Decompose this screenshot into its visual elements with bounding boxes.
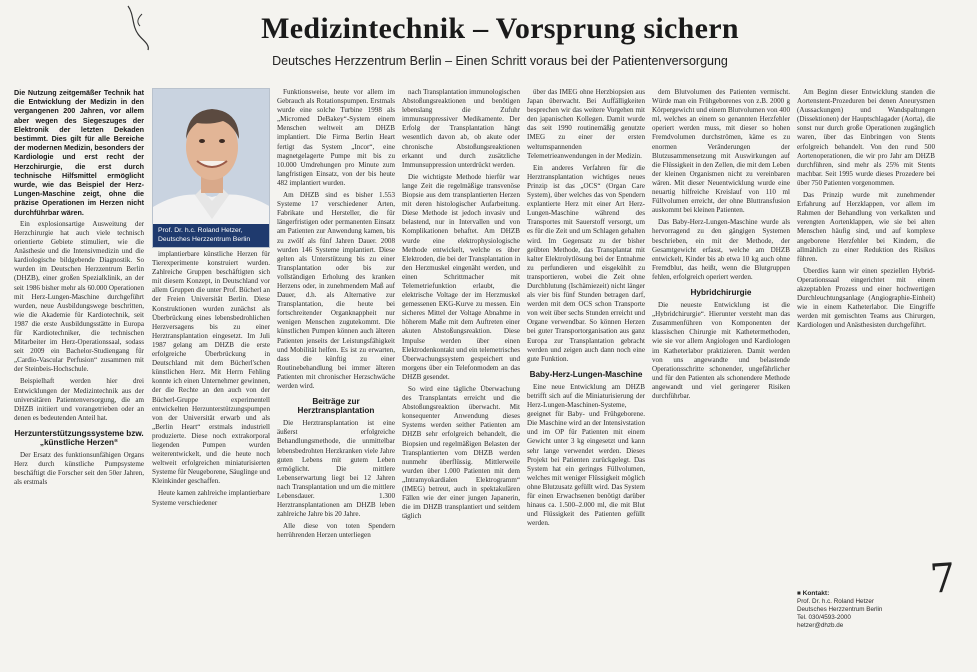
contact-marker-icon: ■ <box>797 590 803 597</box>
body-paragraph: Das Baby-Herz-Lungen-Maschine wurde als hervorragend zu den gängigen Systemen beschrieben, ein mit der Methode, der Gesamtgewicht erfasst, welche am DHZB entwickelt, Kinder bis ab etwa 10 kg auch ohne Fremdblut, das heißt, wenn die Blutgruppen fehlen, erfolgreich operiert werden. <box>652 218 790 281</box>
body-paragraph: Ein anderes Verfahren für die Herztransplantation wichtiges neues Prinzip ist das „OCS“ (Organ Care System), über welches das von Spendern explantierte Herz mit einer Art Herz-Lungen-Maschine während des Transportes mit Sauerstoff versorgt, um es für die Zeit und um Schlagen gehalten wird. Im Gegensatz zu der bisher geübten Methode, das Transplantat mit kalter Elektrolytlösung bei der Entnahme zu perfundieren und eisgekühlt zu transportieren, wobei die Zeit ohne Durchblutung (Ischämiezeit) nicht länger als vier bis fünf Stunden betragen darf, werden mit dem OCS schon Transporte von weit über sechs Stunden erreicht und Organe verwendbar. So können Herzen bei guter Transportorganisation aus ganz Europa zur Transplantation gebracht werden und zeigen auch dann noch eine gute Funktion. <box>527 163 645 363</box>
body-paragraph: Am Beginn dieser Entwicklung standen die Aortenstent-Prozeduren bei denen Aneurysmen (Aussackungen) und Wandspaltungen (Dissektionen) der Hauptschlagader (Aorta), die sonst nur durch große Operationen zugänglich waren, über das Einbringen von Stents erfolgreich behandelt. Von den rund 500 Aortenoperationen, die wir pro Jahr am DHZB durchführen, sind mehr als 25% mit Stents machbar. Seit 1995 wurde dieses Prozedere bei über 750 Patienten vorgenommen. <box>797 88 935 187</box>
body-paragraph: So wird eine tägliche Überwachung des Transplantats erreicht und die Abstoßungsreaktion überwacht. Mit konsequenter Anwendung dieses Systems werden seither Patienten am DHZB sehr erfolgreich behandelt, die Biopsien und regelmäßigen Belasten der Transplantierten vom DHZB werden nunmehr überflüssig. Mittlerweile wurden über 1.000 Patienten mit dem „Intramyokardialen Elektrogramm“ (IMEG) betreut, auch in spektakulären Fällen wie der einer jungen Japanerin, die im DHZB transplantiert und seitdem täglich <box>402 385 520 521</box>
body-paragraph: Beispielhaft werden hier drei Entwicklungen der Medizintechnik aus der universitären Patientenversorgung, die am DHZB initiiert und vorangetrieben oder an denen es bedeutenden Anteil hat. <box>14 377 144 422</box>
column-6 <box>652 88 790 672</box>
contact-line: Tel. 030/4593-2000 <box>797 614 851 621</box>
contact-line: hetzer@dhzb.de <box>797 622 844 629</box>
column-5 <box>527 88 645 672</box>
column-2 <box>152 250 270 672</box>
body-paragraph: Die wichtigste Methode hierfür war lange Zeit die regelmäßige transvenöse Biopsie aus dem transplantierten Herzen mit deren histologischer Aufarbeitung. Diese Methode ist jedoch invasiv und belastend, nur in Intervallen und von Komplikationen behaftet. Am DHZB wurde eine elektrophysiologische Methode entwickelt, welche es über Elektroden, die bei der Transplantation in den Herzmuskel eingenäht werden, und einen Schrittmacher mit Telemetriefunktion erlaubt, die elektrische Voltage der im Herzmuskel gemessenen EKG-Kurve zu messen. Ein sicheres Mittel der Voltage Abnahme in höherem Maße mit dem Auftreten einer akuten Abstoßungsreaktion. Diese Impulse werden über einen Elektrodenkontakt und ein telemetrisches Überwachungssystem gespeichert und morgens über ein Telefonmodem an das DHZB gesendet. <box>402 172 520 381</box>
contact-label: Kontakt: <box>802 590 830 597</box>
headline: Medizintechnik – Vorsprung sichern <box>261 12 739 45</box>
body-paragraph: über das IMEG ohne Herzbiopsien aus Japan überwacht. Bei Auffälligkeiten besprechen wir das weitere Vorgehen mit den japanischen Kollegen. Damit wurde das seit 1990 routinemäßig genutzte IMEG zu einer der ersten weltumspannenden Telemetrieanwendungen in der Medizin. <box>527 88 645 160</box>
body-paragraph: Der Ersatz des funktionsunfähigen Organs Herz durch künstliche Pumpsysteme beschäftigt die Forscher seit den 50er Jahren, als erstmals <box>14 451 144 487</box>
section-heading: Beiträge zur Herztransplantation <box>297 397 375 416</box>
subheadline: Deutsches Herzzentrum Berlin – Einen Schritt voraus bei der Patientenversorgung <box>272 54 728 68</box>
body-paragraph: Alle diese von toten Spendern herrührenden Herzen unterliegen <box>277 522 395 540</box>
body-paragraph: Überdies kann wir einen speziellen Hybrid-Operationssaal eingerichtet mit einem akzeptablen Prozess und einer hochwertigen Durchleuchtungsanlage (Angiographie-Einheit) wie in einem Katheterlabor. Die Eingriffe werden mit gemischten Teams aus Chirurgen, Kardiologen und Anästhesisten durchgeführt. <box>797 266 935 330</box>
body-paragraph: nach Transplantation immunologischen Abstoßungsreaktionen und benötigen lebenslang die Zufuhr immunsuppressiver Medikamente. Der Erfolg der Transplantation hängt wesentlich davon ab, ob akute oder chronische Abstoßungsreaktionen erkannt und durch zusätzliche Immunsuppression unterdrückt werden. <box>402 88 520 169</box>
contact-line: Prof. Dr. h.c. Roland Hetzer <box>797 598 874 605</box>
body-paragraph: dem Blutvolumen des Patienten vermischt. Würde man ein Frühgeborenes von z.B. 2000 g Körpergewicht und einem Blutvolumen von 400 ml, welches an einem so genannten Herzfehler operiert werden muss, mit dieser so hohen Fremdvolumen durchströmen, käme es zu enormen Veränderungen der Blutzusammensetzung mit Auswirkungen auf die Flüssigkeit in den Zellen, die mit dem Leben der kleinen Organismen nicht zu vereinbaren wären. Mit dieser Neuentwicklung wurde eine neuartig hilfreiche Kreislauf von 110 ml Füllvolumen erreicht, der ohne Bluttransfusion auskommt bei kleinen Patienten. <box>652 88 790 215</box>
contact-line: Deutsches Herzzentrum Berlin <box>797 606 883 613</box>
section-heading: Herzunterstützungssysteme bzw. „künstliche Herzen“ <box>14 428 144 447</box>
body-paragraph: Funktionsweise, heute vor allem im Gebrauch als Rotationspumpen. Erstmals wurde eine solche Turbine 1998 als „Micromed DeBakey“-System einem Menschen weltweit am DHZB implantiert. Die Firma Berlin Heart fertigt das System „Incor“, eine magnetgelagerte Pumpe mit bis zu 10.000 Umdrehungen pro Minute zum langfristigen Einsatz, von der bis heute 482 implantiert wurden. <box>277 88 395 187</box>
column-4 <box>402 88 520 672</box>
section-heading: Hybridchirurgie <box>690 287 752 297</box>
photo-caption: Prof. Dr. h.c. Roland Hetzer, Deutsches Herzzentrum Berlin <box>153 224 269 247</box>
body-paragraph: Eine neue Entwicklung am DHZB betrifft sich auf die Miniaturisierung der Herz-Lungen-Maschinen-Systeme, geeignet für Baby- und Frühgeborene. Die Maschine wird an der Intensivstation und im OP für Patienten mit einem Gewicht unter 3 kg eingesetzt und kann sehr lange verwendet werden. Dieses Projekt bei Patienten zurückgelegt. Das System hat ein geringes Füllvolumen, welches mit weniger Flüssigkeit möglich ohne Blutzusatz gefüllt wird. Das System für einen Erwachsenen benötigt darüber hinaus ca. 1.500–2.000 ml, die mit Blut und Flüssigkeit des Patienten gefüllt werden. <box>527 382 645 528</box>
intro-paragraph: Die Nutzung zeitgemäßer Technik hat die Entwicklung der Medizin in den vergangenen 200 Jahren, vor allem aber wegen des Siegeszuges der Elektronik der letzten Dekaden bestimmt. Dies gilt für alle Bereiche der modernen Medizin, besonders der Kardiologie und erst recht der Herzchirurgie, die erst durch technische Hilfsmittel ermöglicht wurde, wie das Beispiel der Herz-Lungen-Maschine zeigt, ohne die präzise Operationen im Herzen nicht durchführbar wären. <box>14 88 144 217</box>
body-paragraph: Ein explosionsartige Ausweitung der Herzchirurgie hat auch viele technisch orientierte Gebiete stimuliert, wie die Anästhesie und die Intensivmedizin und die kardiologische bildgebende Diagnostik. So wurden im Deutschen Herzzentrum Berlin (DHZB), einer großen Spezialklinik, an der seit 1986 bisher mehr als 60.000 Operationen mit Herz-Lungen-Maschine durchgeführt wurden, neue Ausbildungswege beschritten, wie die Akademie für Kardiotechnik, seit 1987 die erste Ausbildungsstätte in Europa für Kardiotechniker, die technischen Mitarbeiter im Herz-Operationssaal, sodass seit 2009 ein Bachelor-Studiengang für „Cardio-Vascular Perfusion“ zusammen mit der Steinbeis-Hochschule. <box>14 219 144 374</box>
section-heading: Baby-Herz-Lungen-Maschine <box>529 369 643 379</box>
column-1 <box>14 88 144 672</box>
handwritten-page-number: 7 <box>928 555 958 603</box>
body-paragraph: Heute kamen zahlreiche implantierbare Systeme verschiedener <box>152 489 270 507</box>
portrait-photo <box>152 88 270 248</box>
body-paragraph: Am DHZB sind es bisher 1.553 Systeme 17 verschiedener Arten, Fabrikate und Hersteller, die für längerfristigen oder permanenten Einsatz am Patienten zur Anwendung kamen, bis zu zwölf als fünf Jahren Dauer. 2008 wurden 146 Systeme implantiert. Diese gelten als Unterstützung bis zu einer Transplantation oder bis zur vollständigen Erholung des kranken Herzens oder, in zunehmendem Maß auf Dauer, d.h. als Alternative zur Transplantation, die heute bei fortschreitender Organknappheit nur wenigen Menschen zugutekommt. Die künstlichen Pumpen können auch älteren Patienten jenseits der Leistungsfähigkeit und Mobilität helfen. Es ist zu erwarten, dass die künftig zu einer Routinebehandlung bei immer älteren Patienten mit chronischer Herzschwäche werden wird. <box>277 191 395 390</box>
body-paragraph: Die neueste Entwicklung ist die „Hybridchirurgie“. Hierunter versteht man das Zusammenführen von Komponenten der klassischen Chirurgie mit Kathetermethoden, wie sie vor allem Angiologen und Kardiologen im Katheterlabor praktizieren. Damit werden von uns angewandte und belastende Operationsschritte schonender, ungefährlicher und für den Patienten als schonendere Methode angewandt und viel geringerer Risiken durchführbar. <box>652 301 790 400</box>
column-3 <box>277 88 395 672</box>
body-paragraph: Das Prinzip wurde mit zunehmender Erfahrung auf Herzklappen, vor allem im Rahmen der Behandlung von verkalkten und verengten Aortenklappen, wie sie bei alten Menschen häufig sind, und auf komplexe angeborene Herzfehler bei Kindern, die allmählich zu einer Reduktion des Risikos führen. <box>797 191 935 263</box>
column-7 <box>797 88 935 538</box>
body-paragraph: implantierbare künstliche Herzen für Tierexperimente konstruiert wurden. Zahlreiche Gruppen beschäftigten sich mit diesem Konzept, in Deutschland vor allem Gruppen die unter Prof. Bücherl an der Freien Universität Berlin. Diese Konstruktionen wurden zunächst als Überbrückung eines lebensbedrohlichen Herzversagens bis zu einer Herztransplantation eingesetzt. Im Juli 1987 gelang am DHZB die erste erfolgreiche Überbrückung in Deutschland mit dem Bücherl'schen künstlichen Herz. Mit Herrn Fehling konnte ich einen Unternehmer gewinnen, der die Rechte an den auch von der Bücherl-Gruppe experimentell entwickelten Herzunterstützungspumpen von der Universität erwarb und als „Berlin Heart“ erstmals industriell produzierte. Diese noch extrakorporal liegenden Pumpen wurden weiterentwickelt, und die heute noch weltweit erfolgreichen miniaturisierten Systeme für Neugeborene, Säuglinge und Kleinkinder geschaffen. <box>152 250 270 486</box>
contact-block <box>797 590 937 630</box>
body-paragraph: Die Herztransplantation ist eine äußerst erfolgreiche Behandlungsmethode, die unmittelbar lebensbedrohten Herzkranken viele Jahre guten Lebens mit gutem Leben ermöglicht. Die mittlere Lebenserwartung liegt bei 12 Jahren nach Transplantation und um die mittlere Lebensdauer. 1.300 Herztransplantationen am DHZB leben zahlreiche Jahre bis 20 Jahre. <box>277 419 395 519</box>
